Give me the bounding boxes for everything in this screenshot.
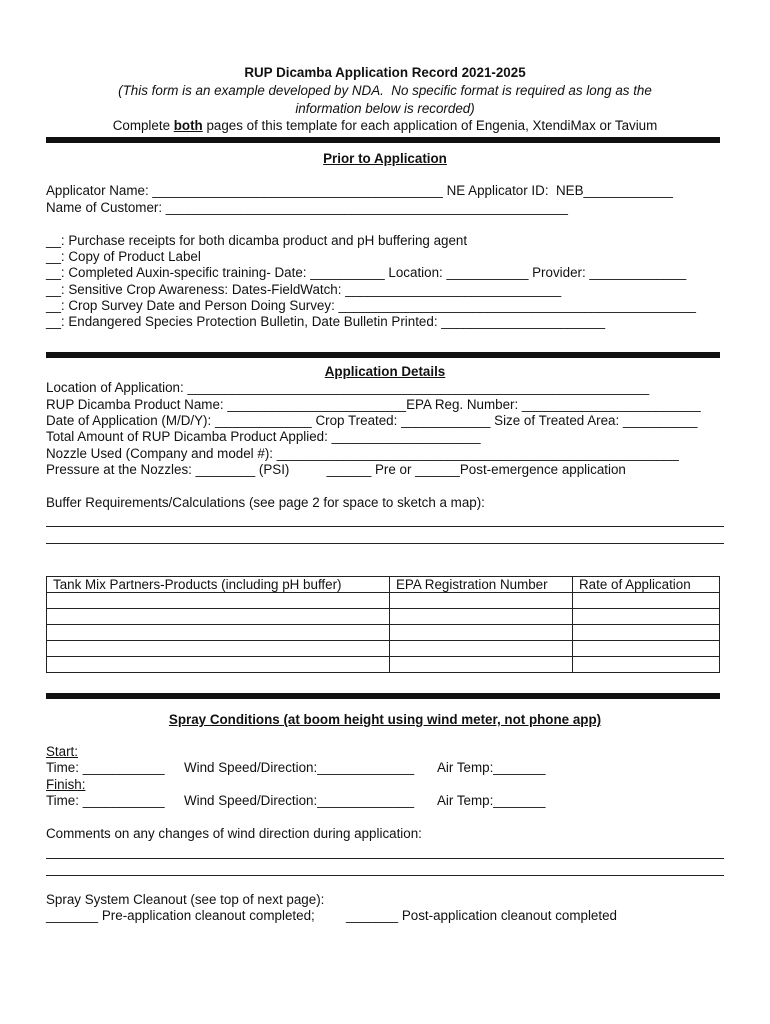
table-cell[interactable] xyxy=(47,593,390,609)
tank-mix-table xyxy=(46,576,720,673)
table-row xyxy=(47,625,720,641)
table-cell[interactable] xyxy=(47,641,390,657)
instruction-text-post: pages of this template for each application of Engenia, XtendiMax or Tavium xyxy=(202,118,658,133)
post-cleanout-field[interactable]: _______ Post-application cleanout completed xyxy=(346,908,617,923)
start-time-field[interactable]: Time: ___________ xyxy=(46,760,165,775)
prior-heading: Prior to Application xyxy=(323,151,447,166)
finish-time-field[interactable]: Time: ___________ xyxy=(46,793,165,808)
table-row xyxy=(47,609,720,625)
checklist-item[interactable]: __: Endangered Species Protection Bulletin, Date Bulletin Printed: ______________________ xyxy=(46,314,606,329)
epa-column-header: EPA Registration Number xyxy=(390,577,573,593)
table-cell[interactable] xyxy=(573,609,720,625)
checklist-item[interactable]: __: Crop Survey Date and Person Doing Survey: ________________________________________________ xyxy=(46,298,696,313)
tank-mix-header-row xyxy=(47,577,720,593)
form-instruction xyxy=(0,118,770,134)
checklist-item[interactable]: __: Copy of Product Label xyxy=(46,249,201,264)
section-divider xyxy=(46,352,720,358)
applicator-name-field[interactable]: Applicator Name: _______________________________________ NE Applicator ID: NEB____________ xyxy=(46,183,673,198)
form-subtitle-line2: information below is recorded) xyxy=(295,101,475,116)
table-cell[interactable] xyxy=(573,657,720,673)
table-cell[interactable] xyxy=(573,625,720,641)
table-cell[interactable] xyxy=(47,657,390,673)
table-cell[interactable] xyxy=(47,609,390,625)
customer-name-field[interactable]: Name of Customer: ______________________________________________________ xyxy=(46,200,568,215)
buffer-label: Buffer Requirements/Calculations (see page 2 for space to sketch a map): xyxy=(46,495,485,510)
comments-line[interactable] xyxy=(46,858,724,859)
instruction-emphasis: both xyxy=(173,118,203,133)
table-cell[interactable] xyxy=(390,593,573,609)
spray-heading: Spray Conditions (at boom height using wind meter, not phone app) xyxy=(168,712,602,727)
location-field[interactable]: Location of Application: ______________________________________________________________ xyxy=(46,380,650,395)
start-wind-field[interactable]: Wind Speed/Direction:_____________ xyxy=(184,760,415,775)
date-crop-area-field[interactable]: Date of Application (M/D/Y): _____________ Crop Treated: ____________ Size of Treated Area: __________ xyxy=(46,413,698,428)
start-label: Start: xyxy=(46,744,78,759)
finish-temp-field[interactable]: Air Temp:_______ xyxy=(437,793,546,808)
cleanout-label: Spray System Cleanout (see top of next page): xyxy=(46,892,325,907)
checklist-item[interactable]: __: Completed Auxin-specific training- Date: __________ Location: ___________ Provider: _____________ xyxy=(46,265,687,280)
pressure-field[interactable]: Pressure at the Nozzles: ________ (PSI) ______ Pre or ______Post-emergence application xyxy=(46,462,626,477)
form-subtitle-line1: (This form is an example developed by NDA. No specific format is required as long as the xyxy=(118,83,652,98)
total-amount-field[interactable]: Total Amount of RUP Dicamba Product Applied: ____________________ xyxy=(46,429,481,444)
table-row xyxy=(47,657,720,673)
start-temp-field[interactable]: Air Temp:_______ xyxy=(437,760,546,775)
pre-cleanout-field[interactable]: _______ Pre-application cleanout completed; xyxy=(46,908,315,923)
application-heading: Application Details xyxy=(324,364,446,379)
product-name-field[interactable]: RUP Dicamba Product Name: ________________________EPA Reg. Number: ________________________ xyxy=(46,397,701,412)
table-cell[interactable] xyxy=(573,593,720,609)
comments-label: Comments on any changes of wind direction during application: xyxy=(46,826,422,841)
finish-wind-field[interactable]: Wind Speed/Direction:_____________ xyxy=(184,793,415,808)
table-cell[interactable] xyxy=(390,609,573,625)
instruction-text-pre: Complete xyxy=(112,118,174,133)
tank-mix-column-header: Tank Mix Partners-Products (including pH buffer) xyxy=(47,577,390,593)
table-cell[interactable] xyxy=(390,641,573,657)
section-divider xyxy=(46,137,720,143)
table-cell[interactable] xyxy=(390,625,573,641)
checklist-item[interactable]: __: Purchase receipts for both dicamba product and pH buffering agent xyxy=(46,233,468,248)
buffer-line[interactable] xyxy=(46,543,724,544)
section-divider xyxy=(46,693,720,699)
table-cell[interactable] xyxy=(573,641,720,657)
table-cell[interactable] xyxy=(390,657,573,673)
nozzle-field[interactable]: Nozzle Used (Company and model #): ______________________________________________________ xyxy=(46,446,679,461)
table-row xyxy=(47,641,720,657)
checklist-item[interactable]: __: Sensitive Crop Awareness: Dates-FieldWatch: _____________________________ xyxy=(46,282,562,297)
table-row xyxy=(47,593,720,609)
table-cell[interactable] xyxy=(47,625,390,641)
rate-column-header: Rate of Application xyxy=(573,577,720,593)
finish-label: Finish: xyxy=(46,777,86,792)
buffer-line[interactable] xyxy=(46,526,724,527)
comments-line[interactable] xyxy=(46,875,724,876)
form-title: RUP Dicamba Application Record 2021-2025 xyxy=(244,65,526,80)
